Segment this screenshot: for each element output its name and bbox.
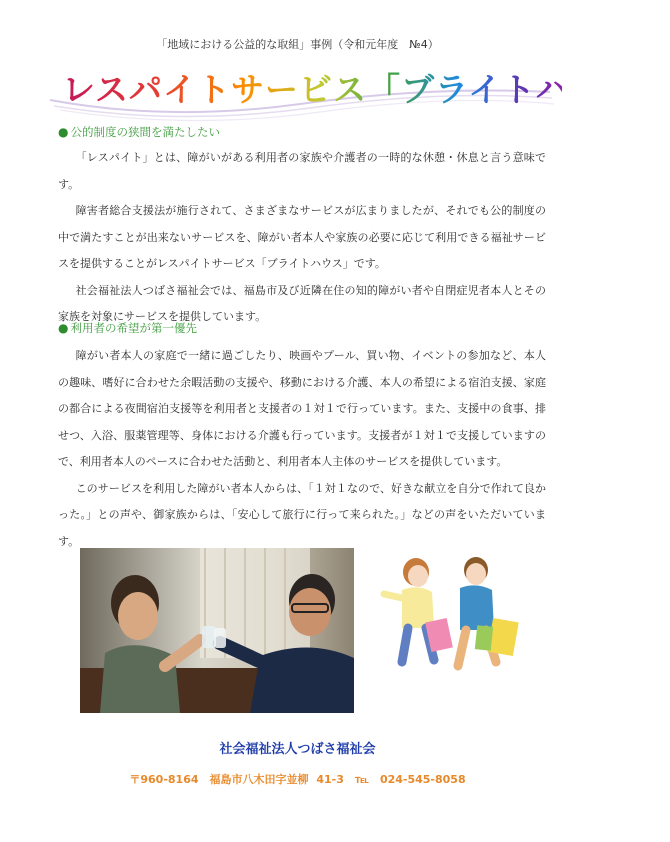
two-men-toasting-photo [80,548,354,713]
page-title: レスパイトサービス「ブライトハウス」 [62,64,562,111]
organization-address: 〒960-8164 福島市八木田字並柳 41-3 ℡ 024-545-8058 [129,773,466,786]
section-2-body [58,343,546,555]
section-heading-2-text: 利用者の希望が第一優先 [70,321,197,335]
section-1-paragraph-1: 「レスパイト」とは、障がいがある利用者の家族や介護者の一時的な休憩・休息と言う意味です。 [58,151,546,191]
bullet-dot-icon: ● [58,125,69,139]
section-2-paragraph-2: このサービスを利用した障がい者本人からは、「１対１なので、好きな献立を自分で作れて良かった。」との声や、御家族からは、「安心して旅行に行って来られた。」などの声をいただいています。 [58,481,546,548]
section-heading-2 [58,320,197,336]
title-banner [40,52,670,122]
section-heading-1-text: 公的制度の狭間を満たしたい [70,125,220,139]
section-heading-1 [58,124,220,140]
section-1-body [58,145,546,331]
bullet-dot-icon: ● [58,321,69,335]
section-1-paragraph-2: 障害者総合支援法が施行されて、さまざまなサービスが広まりましたが、それでも公的制度の中で満たすことが出来ないサービスを、障がい者本人や家族の必要に応じて利用できる福祉サービスを提供することがレスパイトサービス「ブライトハウス」です。 [58,204,546,270]
couple-walking-with-shopping-bags-illustration [372,550,532,680]
header-caption: 「地域における公益的な取組」事例（令和元年度 №4） [156,38,439,51]
organization-name: 社会福祉法人つばさ福祉会 [219,742,376,757]
section-1-paragraph-3: 社会福祉法人つばさ福祉会では、福島市及び近隣在住の知的障がい者や自閉症児者本人とその家族を対象にサービスを提供しています。 [58,283,546,323]
section-2-paragraph-1: 障がい者本人の家庭で一緒に過ごしたり、映画やプール、買い物、イベントの参加など、本人の趣味、嗜好に合わせた余暇活動の支援や、移動における介護、本人の希望による宿泊支援、家庭の都合による夜間宿泊支援等を利用者と支援者の１対１で行っています。また、支援中の食事、排せつ、入浴、服薬管理等、身体における介護も行っています。支援者が１対１で支援していますので、利用者本人のペースに合わせた活動と、利用者本人主体のサービスを提供しています。 [58,349,546,468]
